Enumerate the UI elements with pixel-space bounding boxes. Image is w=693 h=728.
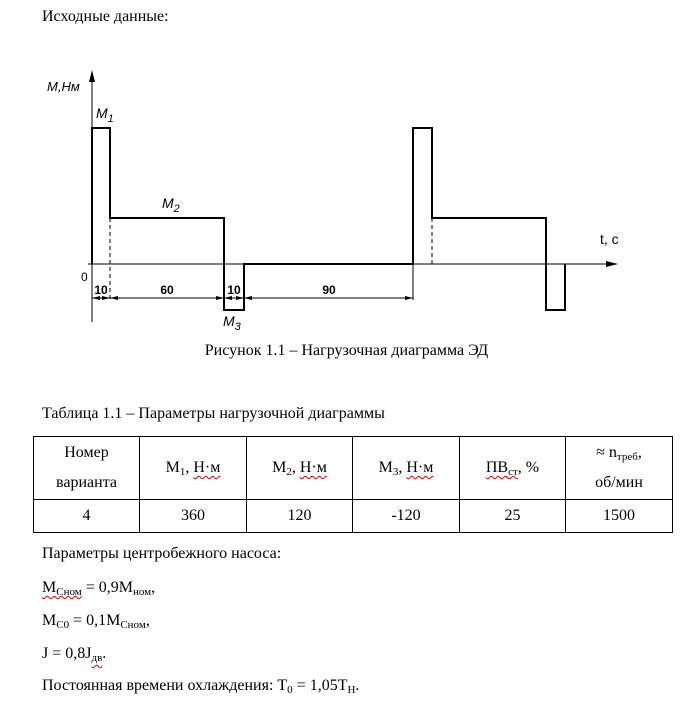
header-pv: $ПВ_{ст}$, % (460, 437, 566, 500)
y-axis-arrow (89, 70, 95, 82)
dim-arrow (216, 296, 224, 300)
cell-variant: 4 (34, 500, 140, 533)
header-n: ≈ $n_{треб}$, об/мин (566, 437, 673, 500)
dim-arrow (405, 296, 413, 300)
header-m1: $M_1$, Н·м (140, 437, 247, 500)
dim-label: 60 (160, 283, 174, 297)
m3-label: $M_3$ (223, 313, 241, 333)
x-axis-label: t, c (600, 231, 619, 247)
header-variant: Номер варианта (34, 437, 140, 500)
dim-arrow (110, 296, 118, 300)
cell-m3: -120 (353, 500, 460, 533)
m2-label: $M_2$ (162, 195, 180, 215)
table-header-row (34, 437, 673, 500)
equation-msnom: $M_{Сном} = 0,9M_{ном}$, (42, 579, 156, 598)
dim-label: 90 (322, 283, 336, 297)
table-title: Таблица 1.1 – Параметры нагрузочной диаграммы (42, 405, 385, 422)
cell-m1: 360 (140, 500, 247, 533)
pump-title: Параметры центробежного насоса: (42, 545, 282, 562)
parameters-table (33, 436, 673, 533)
heading: Исходные данные: (42, 8, 169, 25)
header-m2: $M_2$, Н·м (247, 437, 353, 500)
cell-m2: 120 (247, 500, 353, 533)
cell-n: 1500 (566, 500, 673, 533)
load-diagram (0, 0, 693, 340)
cell-pv: 25 (460, 500, 566, 533)
y-axis-label: M,Нм (47, 79, 80, 94)
equation-mc0: $M_{C0} = 0,1M_{Сном}$, (42, 612, 150, 631)
dim-label: 10 (227, 283, 241, 297)
dim-arrow (244, 296, 252, 300)
origin-label: 0 (81, 270, 88, 284)
figure-caption: Рисунок 1.1 – Нагрузочная диаграмма ЭД (204, 342, 489, 359)
table-row (34, 500, 673, 533)
equation-j: $J = 0,8J_{дв}$. (42, 645, 107, 664)
m1-label: $M_1$ (96, 105, 114, 125)
header-m3: $M_3$, Н·м (353, 437, 460, 500)
equation-cooling: Постоянная времени охлаждения: $T_0 = 1,05T_Н$. (42, 677, 360, 696)
x-axis-arrow (606, 261, 618, 267)
dim-label: 10 (94, 283, 108, 297)
